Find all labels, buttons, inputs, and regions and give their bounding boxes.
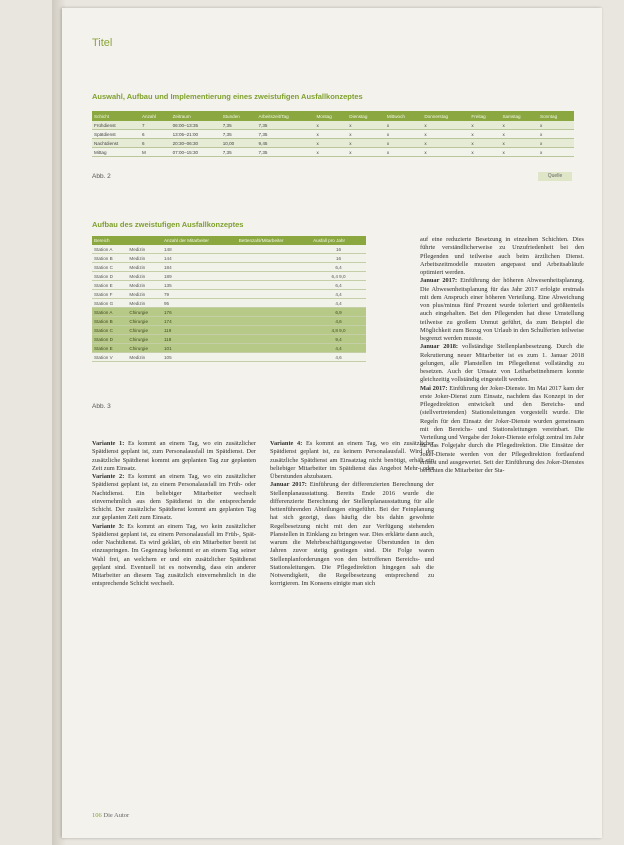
footer-title: Die Autor — [103, 812, 130, 819]
table2-cell: 189 — [162, 272, 237, 281]
table1-cell: 7,35 — [221, 121, 257, 130]
paragraph — [270, 440, 434, 481]
table2-cell: 148 — [162, 245, 237, 254]
paragraph — [92, 440, 256, 473]
table-row — [92, 121, 574, 130]
table2-cell — [237, 290, 311, 299]
table2-cell: 6,9 — [311, 308, 366, 317]
table1-cell: x — [500, 148, 538, 157]
table1-cell: x — [314, 121, 347, 130]
table1-cell: 6 — [140, 130, 171, 139]
table1-cell: Nachtdienst — [92, 139, 140, 148]
table2-cell: Station D — [92, 335, 127, 344]
table2-header-cell: Ausfall pro Jahr — [311, 236, 366, 245]
table1-cell: x — [500, 130, 538, 139]
table2-cell: Station E — [92, 344, 127, 353]
table2-cell: Chirurgie — [127, 317, 162, 326]
table2-cell: Station B — [92, 254, 127, 263]
table1-header-cell: Anzahl — [140, 111, 171, 121]
station-table — [92, 236, 366, 362]
shift-table — [92, 111, 574, 157]
paragraph-text: Einführung der Joker-Dienste. Im Mai 2017 kam der erste Joker-Dienst zum Einsatz, nachdem das Konzept in der Pflegedirektion entwickelt und den Bereichs- und (stellvertretenden) Stationsleitungen vorgestellt wurde. Die Regeln für den Einsatz der Joker-Dienste wurden gemeinsam mit den Bereichs- und Stationsleitungen vereinbart. Die Verteilung und Vergabe der Joker-Dienste erfolgt zentral im Jahr für das Folgejahr durch die Pflegedirektion. Die Einsätze der Joker-Dienste werden von der Pflegedirektion fortlaufend erfasst und ausgewertet. Seit der Einführung des Joker-Dienstes berichten die Mitarbeiter der Sta- — [420, 384, 584, 474]
table-row — [92, 299, 366, 308]
table-row — [92, 130, 574, 139]
table1-header-cell: Donnerstag — [422, 111, 469, 121]
table2-cell: Medizin — [127, 254, 162, 263]
paragraph — [420, 343, 584, 384]
table1-cell: x — [538, 121, 574, 130]
table1-cell: x — [385, 139, 423, 148]
table2-cell: 105 — [162, 353, 237, 362]
table2-cell — [237, 281, 311, 290]
table2-cell — [237, 308, 311, 317]
table2-cell: Station F — [92, 290, 127, 299]
table2-cell: Medizin — [127, 245, 162, 254]
table1-cell: x — [500, 121, 538, 130]
table2-cell: Station C — [92, 326, 127, 335]
paragraph — [420, 277, 584, 343]
table2-cell — [237, 353, 311, 362]
table1-header-cell: Mittwoch — [385, 111, 423, 121]
paragraph-lead: Januar 2017: — [270, 481, 307, 489]
table2-cell: Medizin — [127, 272, 162, 281]
paragraph-lead: Variante 4: — [270, 440, 303, 447]
paragraph-lead: Januar 2018: — [420, 343, 459, 351]
table1-cell: x — [538, 130, 574, 139]
table2-cell — [237, 299, 311, 308]
table2-cell — [237, 245, 311, 254]
table2-cell: 16 — [311, 254, 366, 263]
table1-header-cell: Sonntag — [538, 111, 574, 121]
table2-cell: 79 — [162, 290, 237, 299]
table1-cell: x — [385, 121, 423, 130]
table2-cell: 4,6 — [311, 353, 366, 362]
table2-cell: Medizin — [127, 263, 162, 272]
table2-cell: 4,6 — [311, 317, 366, 326]
table1-cell: x — [422, 121, 469, 130]
table1-header-cell: Schicht — [92, 111, 140, 121]
table2-title: Aufbau des zweistufigen Ausfallkonzeptes — [92, 220, 244, 229]
table2-cell: 4,8 9,0 — [311, 326, 366, 335]
table2-cell: Medizin — [127, 281, 162, 290]
table2-cell: 6,4 — [311, 263, 366, 272]
table2-cell: 95 — [162, 299, 237, 308]
table1-header-cell: Zeitraum — [171, 111, 221, 121]
table-row — [92, 290, 366, 299]
figure-caption-2: Abb. 2 — [92, 173, 111, 180]
table1-cell: 20:30–06:30 — [171, 139, 221, 148]
table1-header-cell: Stunden — [221, 111, 257, 121]
section-header: Titel — [92, 37, 113, 49]
paragraph — [92, 523, 256, 589]
paragraph — [420, 236, 584, 277]
table2-cell: Station B — [92, 317, 127, 326]
table1-cell: 13:05–21:00 — [171, 130, 221, 139]
table1-cell: Spätdienst — [92, 130, 140, 139]
table-row — [92, 254, 366, 263]
table1-cell: x — [314, 139, 347, 148]
table-row — [92, 326, 366, 335]
table2-header-cell — [127, 236, 162, 245]
table1-cell: 7 — [140, 121, 171, 130]
table1-header-cell: Freitag — [469, 111, 500, 121]
table2-cell — [237, 263, 311, 272]
table1-title: Auswahl, Aufbau und Implementierung eines zweistufigen Ausfallkonzeptes — [92, 92, 363, 101]
table2-cell — [237, 326, 311, 335]
table1-header-cell: Arbeitszeit/Tag — [257, 111, 315, 121]
table1-cell: 07:00–15:30 — [171, 148, 221, 157]
paragraph-text: auf eine reduzierte Besetzung in einzelnen Schichten. Dies führte verständlicherweise zu Unzufriedenheit bei den Pflegenden und teilweise auch beim ärztlichen Dienst. Arbeitszeitmodelle mussten angepasst und Arbeitsabläufe optimiert werden. — [420, 236, 584, 276]
table1-cell: x — [469, 148, 500, 157]
table1-cell: 7,35 — [257, 148, 315, 157]
table1-cell: 10,00 — [221, 139, 257, 148]
table2-cell: Station G — [92, 299, 127, 308]
table-row — [92, 139, 574, 148]
table2-cell: Station C — [92, 263, 127, 272]
table2-cell: 174 — [162, 317, 237, 326]
table-row — [92, 272, 366, 281]
table-row — [92, 344, 366, 353]
table2-cell: 4,4 — [311, 344, 366, 353]
paragraph — [270, 481, 434, 588]
table1-cell: 06:00–13:35 — [171, 121, 221, 130]
table1-cell: x — [385, 130, 423, 139]
paragraph-text: Es kommt an einem Tag, wo ein zusätzlicher Spätdienst geplant ist, zum Personalausfall im Spätdienst. Der zusätzliche Spätdienst kommt am geplanten Tag zur geplanten Zeit zum Einsatz. — [92, 440, 256, 472]
paragraph-text: Einführung der höheren Abwesenheitsplanung. Die Abwesenheitsplanung für das Jahr 2017 erfolgte erstmals mit dem Anspruch einer höheren Verteilung. Eine Abweichung von plus/minus fünf Prozent wurde toleriert und größtenteils auch eingehalten. Bei den Pflegenden hat diese Umstellung teilweise zu großem Unmut geführt, da zum Beispiel die Möglichkeit zum Bezug von Urlaub in den Schulferien teilweise begrenzt werden musste. — [420, 277, 584, 342]
table-row — [92, 281, 366, 290]
table-row — [92, 148, 574, 157]
table1-header-cell: Dienstag — [347, 111, 385, 121]
table1-cell: x — [347, 121, 385, 130]
table2-cell — [237, 317, 311, 326]
table1-cell: x — [538, 148, 574, 157]
table2-cell: 9,4 — [311, 335, 366, 344]
table1-cell: x — [538, 139, 574, 148]
table-row — [92, 317, 366, 326]
table1-cell: x — [469, 139, 500, 148]
figure-caption-3: Abb. 3 — [92, 403, 111, 410]
table2-cell: 6,4 — [311, 281, 366, 290]
table1-cell: Frühdienst — [92, 121, 140, 130]
paragraph-text: vollständige Stellenplanbesetzung. Durch die Rekrutierung neuer Mitarbeiter ist es zum 1. Januar 2018 gelungen, alle Planstellen im Pflegedienst vollständig zu besetzen. Auch der Umsatz von Leiharbeitnehmern konnte gleichzeitig vollständig eingestellt werden. — [420, 343, 584, 384]
table2-cell: 4,4 — [311, 299, 366, 308]
table1-cell: x — [469, 130, 500, 139]
table2-cell — [237, 254, 311, 263]
text-column-3 — [420, 236, 584, 475]
table-row — [92, 335, 366, 344]
paragraph-lead: Variante 2: — [92, 473, 125, 480]
table1-header-cell: Samstag — [500, 111, 538, 121]
page-number: 106 — [92, 812, 102, 819]
paragraph-lead: Mai 2017: — [420, 384, 448, 392]
table1-cell: Mittag — [92, 148, 140, 157]
table2-cell: 118 — [162, 335, 237, 344]
table2-cell: Chirurgie — [127, 335, 162, 344]
table2-cell: Chirurgie — [127, 344, 162, 353]
table2-cell: 16 — [311, 245, 366, 254]
table2-cell: 184 — [162, 263, 237, 272]
paragraph-lead: Variante 1: — [92, 440, 125, 447]
table2-header-cell: Anzahl der Mitarbeiter — [162, 236, 237, 245]
table-row — [92, 245, 366, 254]
table1-cell: x — [422, 130, 469, 139]
text-column-2 — [270, 440, 434, 589]
table2-cell: Medizin — [127, 290, 162, 299]
table2-cell: 101 — [162, 344, 237, 353]
paragraph — [92, 473, 256, 523]
paragraph-lead: Januar 2017: — [420, 277, 458, 285]
paragraph-lead: Variante 3: — [92, 522, 124, 530]
table1-cell: 7,35 — [221, 130, 257, 139]
table1-cell: x — [422, 148, 469, 157]
table2-cell: 144 — [162, 254, 237, 263]
table1-cell: x — [469, 121, 500, 130]
table2-cell: Station V — [92, 353, 127, 362]
table1-cell: x — [385, 148, 423, 157]
source-badge: Quelle — [538, 172, 572, 181]
table2-cell: Medizin — [127, 353, 162, 362]
table1-cell: 7,35 — [221, 148, 257, 157]
table1-cell: x — [500, 139, 538, 148]
table1-cell: 7,35 — [257, 121, 315, 130]
table2-cell: Station A — [92, 245, 127, 254]
table1-header-cell: Montag — [314, 111, 347, 121]
table1-cell: x — [422, 139, 469, 148]
table2-cell: Station E — [92, 281, 127, 290]
paragraph-text: Es kommt an einem Tag, wo ein zusätzlicher Spätdienst geplant ist, zu keinem Personalausfall. Wird der zusätzliche Spätdienst am Einsatztag nicht benötigt, erhält ein beliebiger Mitarbeiter im Spätdienst das Angebot Mehr- oder Überstunden abzubauen. — [270, 440, 434, 480]
table2-cell: 6,4 9,0 — [311, 272, 366, 281]
table2-cell — [237, 335, 311, 344]
table2-cell: Station D — [92, 272, 127, 281]
paragraph — [420, 385, 584, 476]
table2-cell: Medizin — [127, 299, 162, 308]
table1-cell: 9,45 — [257, 139, 315, 148]
table1-cell: x — [314, 130, 347, 139]
table2-header-cell: Bettenzahl/Mitarbeiter — [237, 236, 311, 245]
table1-cell: M — [140, 148, 171, 157]
table1-cell: 7,35 — [257, 130, 315, 139]
table1-cell: 6 — [140, 139, 171, 148]
paragraph-text: Es kommt an einem Tag, wo kein zusätzlicher Spätdienst geplant ist, zu einem Personalausfall im Früh-, Spät- oder Nachtdienst. Es wird geklärt, ob ein Mitarbeiter bereit ist einzuspringen. Im Gegenzug bekommt er an einem Tag seiner Wahl frei, an welchem er und ein zusätzlicher Spätdienst geplant sind. Eventuell ist es notwendig, dass ein anderer Mitarbeiter an diesem Tag zusätzlich einvernehmlich in die entsprechende Schicht wechselt. — [92, 522, 256, 588]
table2-cell: 119 — [162, 326, 237, 335]
table-row — [92, 353, 366, 362]
table2-cell: 4,4 — [311, 290, 366, 299]
table2-cell: Station A — [92, 308, 127, 317]
table2-cell: Chirurgie — [127, 326, 162, 335]
table2-cell: 135 — [162, 281, 237, 290]
text-column-1 — [92, 440, 256, 589]
table1-cell: x — [314, 148, 347, 157]
table2-cell: 176 — [162, 308, 237, 317]
table2-cell — [237, 344, 311, 353]
table2-header-cell: Bereich — [92, 236, 127, 245]
table1-cell: x — [347, 148, 385, 157]
paragraph-text: Es kommt an einem Tag, wo ein zusätzlicher Spätdienst geplant ist, zu einem Personalausfall im Früh- oder Nachtdienst. Ein beliebiger Mitarbeiter wechselt einvernehmlich aus dem Spätdienst in die entsprechende Schicht. Der zusätzliche Spätdienst kommt am geplanten Tag zur geplanten Zeit zum Einsatz. — [92, 473, 256, 522]
table2-cell: Chirurgie — [127, 308, 162, 317]
table-row — [92, 263, 366, 272]
table1-cell: x — [347, 130, 385, 139]
table-row — [92, 308, 366, 317]
page-footer — [92, 812, 129, 819]
table2-cell — [237, 272, 311, 281]
table1-cell: x — [347, 139, 385, 148]
paragraph-text: Einführung der differenzierten Berechnung der Stellenplanausstattung. Bereits Ende 2016 wurde die differenzierte Berechnung der Stellenplanausstattung für alle bettenführenden Abteilungen eingeführt. Bei der Feinplanung hat sich gezeigt, dass häufig die bis dahin gewohnte Regelbesetzung nicht mit den zur Verfügung stehenden Planstellen in Einklang zu bringen war. Dies erklärte dann auch, warum die Mehrbeschäftigungsweise Überstunden in den Jahren zuvor stetig gestiegen sind. Die Folge waren Stellenplanforderungen von den betroffenen Bereichs- und Stationsleitungen. Die Pflegedirektion hingegen sah die Notwendigkeit, die Regelbesetzung entsprechend zu korrigieren. Im Konsens einigte man sich — [270, 481, 434, 588]
